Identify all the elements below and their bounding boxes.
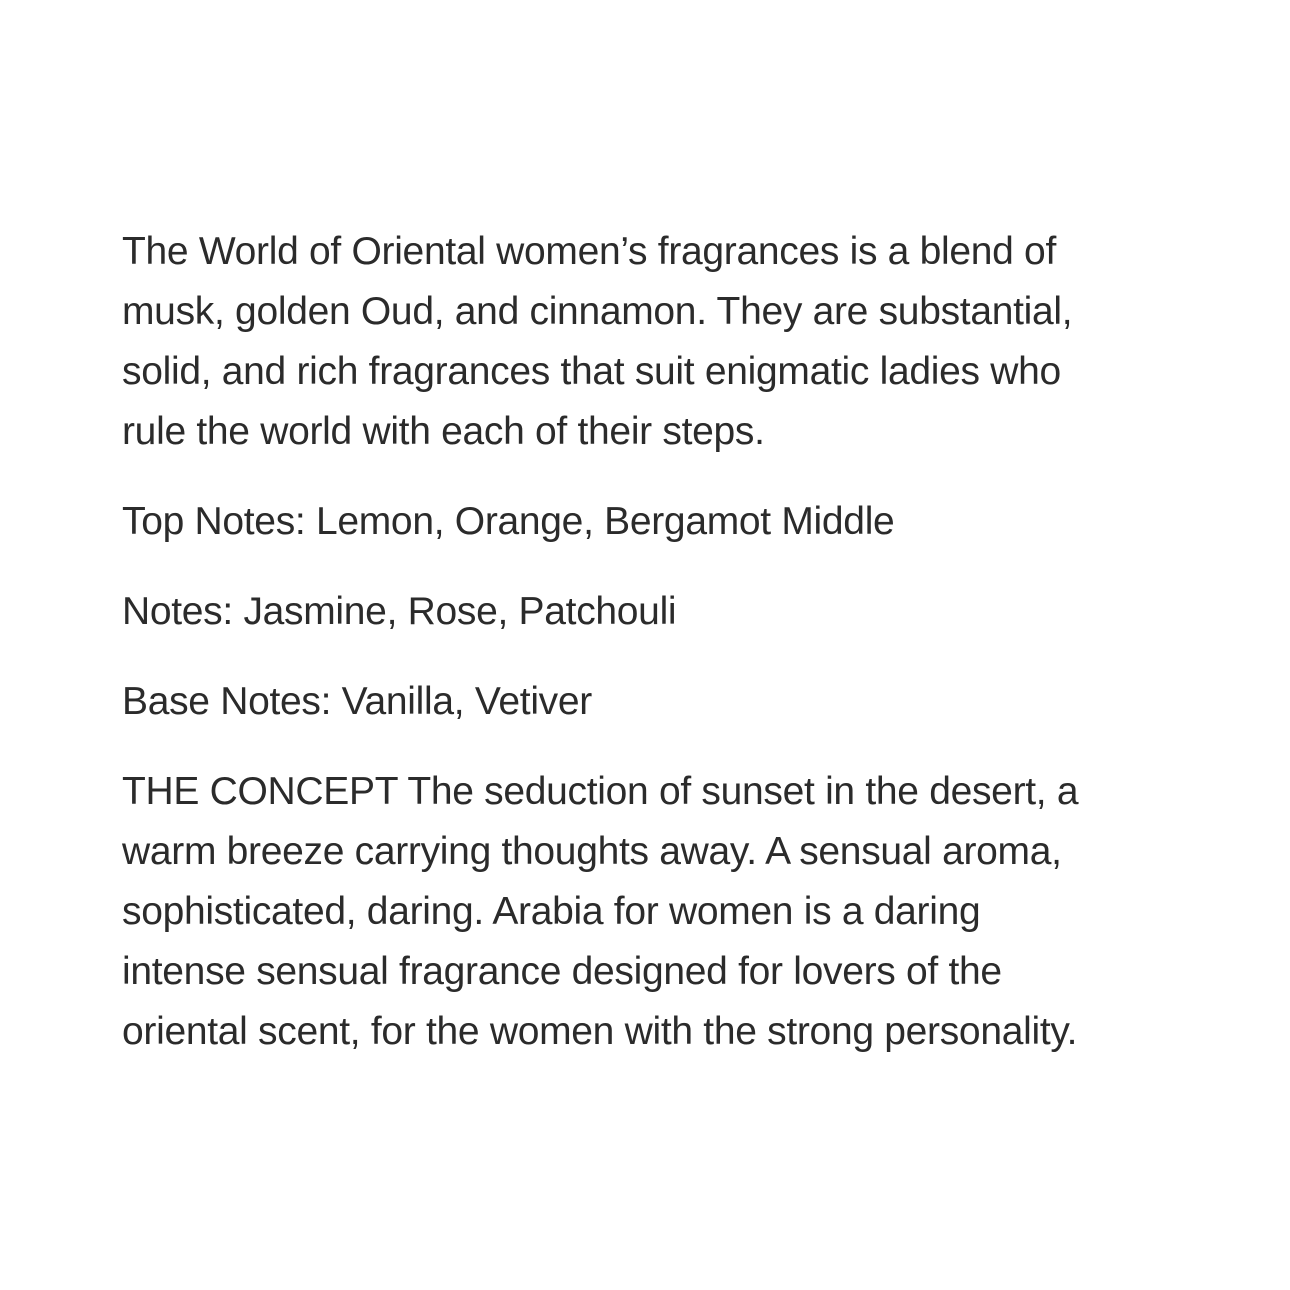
concept-line: intense sensual fragrance designed for lovers of the (122, 950, 1002, 993)
base-notes-text: Base Notes: Vanilla, Vetiver (122, 680, 592, 723)
intro-line: rule the world with each of their steps. (122, 410, 765, 453)
middle-notes-text: Notes: Jasmine, Rose, Patchouli (122, 590, 677, 633)
intro-line: musk, golden Oud, and cinnamon. They are substantial, (122, 290, 1073, 333)
intro-line: The World of Oriental women’s fragrances is a blend of (122, 230, 1056, 273)
product-description (122, 222, 1202, 1092)
intro-line: solid, and rich fragrances that suit enigmatic ladies who (122, 350, 1061, 393)
concept-line: warm breeze carrying thoughts away. A sensual aroma, (122, 830, 1062, 873)
concept-line: sophisticated, daring. Arabia for women is a daring (122, 890, 981, 933)
top-notes-text: Top Notes: Lemon, Orange, Bergamot Middle (122, 500, 895, 543)
concept-paragraph (122, 762, 1202, 1062)
intro-paragraph (122, 222, 1202, 462)
concept-line: THE CONCEPT The seduction of sunset in the desert, a (122, 770, 1079, 813)
concept-line: oriental scent, for the women with the strong personality. (122, 1010, 1078, 1053)
